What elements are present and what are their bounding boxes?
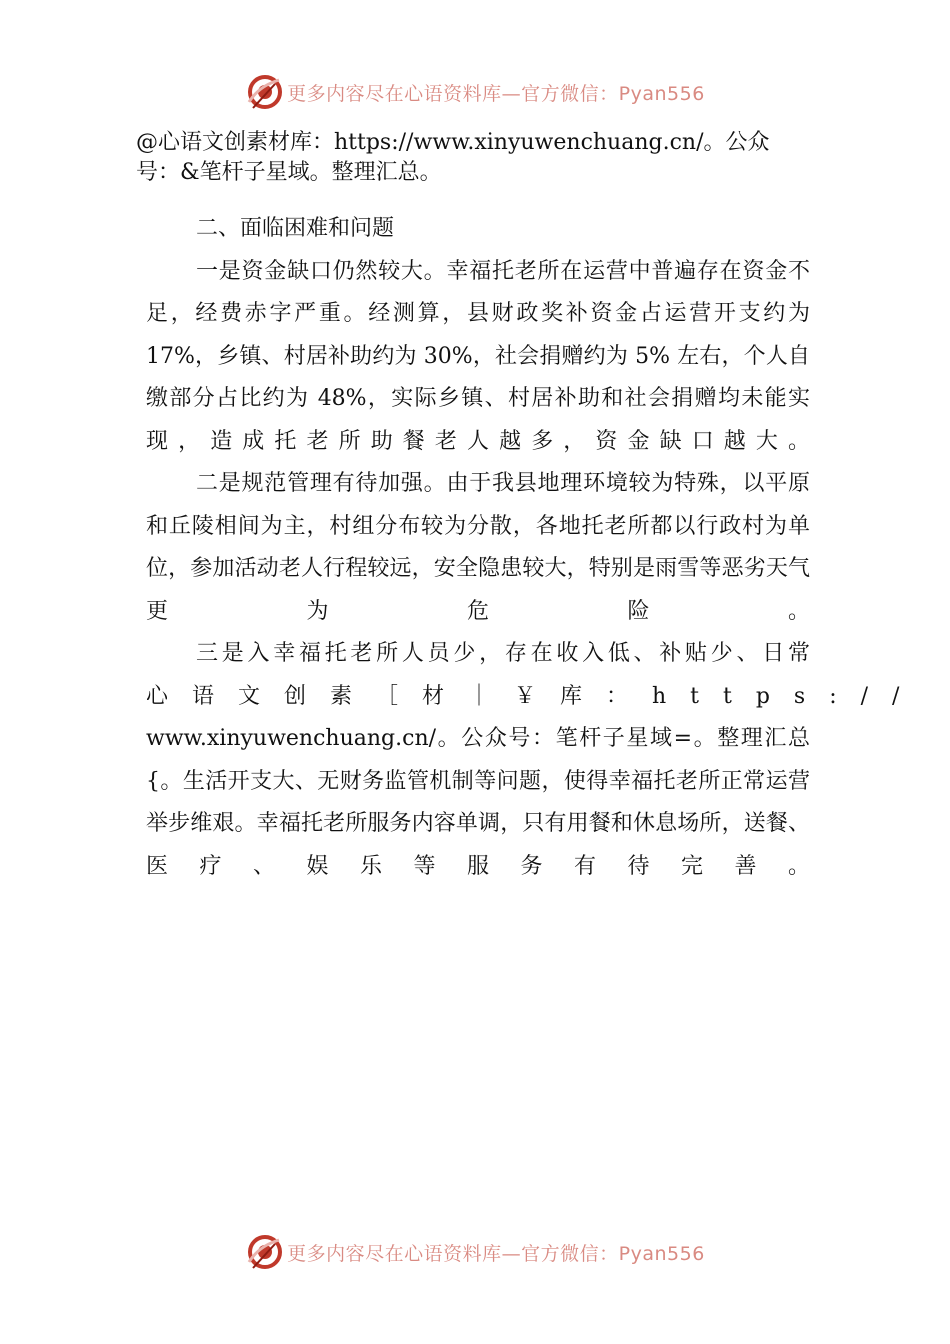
logo-icon	[245, 72, 285, 112]
section-heading: 二、面临困难和问题	[196, 216, 395, 241]
source-note-line-1: @心语文创素材库：https://www.xinyuwenchuang.cn/。公众	[136, 130, 770, 155]
footer-banner	[0, 1230, 950, 1274]
source-note	[136, 128, 816, 188]
paragraph-1: 一是资金缺口仍然较大。幸福托老所在运营中普遍存在资金不足，经费赤字严重。经测算，县财政奖补资金占运营开支约为 17%，乡镇、村居补助约为 30%，社会捐赠约为 5% 左右，个人自缴部分占比约为 48%，实际乡镇、村居补助和社会捐赠均未能实现，造成托老所助餐老人越多，资金缺口越大。	[146, 258, 810, 454]
header-banner	[0, 70, 950, 114]
paragraph-3-line-2: 心语文创素［材｜￥库：https://	[146, 683, 924, 709]
banner-text: 更多内容尽在心语资料库—官方微信：Pyan556	[287, 82, 705, 105]
banner-text: 更多内容尽在心语资料库—官方微信：Pyan556	[287, 1242, 705, 1265]
paragraph-3-line-1: 三是入幸福托老所人员少，存在收入低、补贴少、日常	[196, 641, 810, 666]
logo-icon	[245, 1232, 285, 1272]
paragraph-3-rest: www.xinyuwenchuang.cn/。公众号：笔杆子星域=。整理汇总{。生活开支大、无财务监管机制等问题，使得幸福托老所正常运营举步维艰。幸福托老所服务内容单调，只有用餐和休息场所，送餐、医疗、娱乐等服务有待完善。	[146, 726, 810, 879]
paragraph-2: 二是规范管理有待加强。由于我县地理环境较为特殊，以平原和丘陵相间为主，村组分布较为分散，各地托老所都以行政村为单位，参加活动老人行程较远，安全隐患较大，特别是雨雪等恶劣天气更为危险。	[146, 471, 810, 624]
document-body	[146, 208, 924, 888]
source-note-line-2: 号：&笔杆子星域。整理汇总。	[136, 160, 442, 185]
banner-handle: Pyan556	[618, 1242, 705, 1265]
banner-handle: Pyan556	[618, 82, 705, 105]
